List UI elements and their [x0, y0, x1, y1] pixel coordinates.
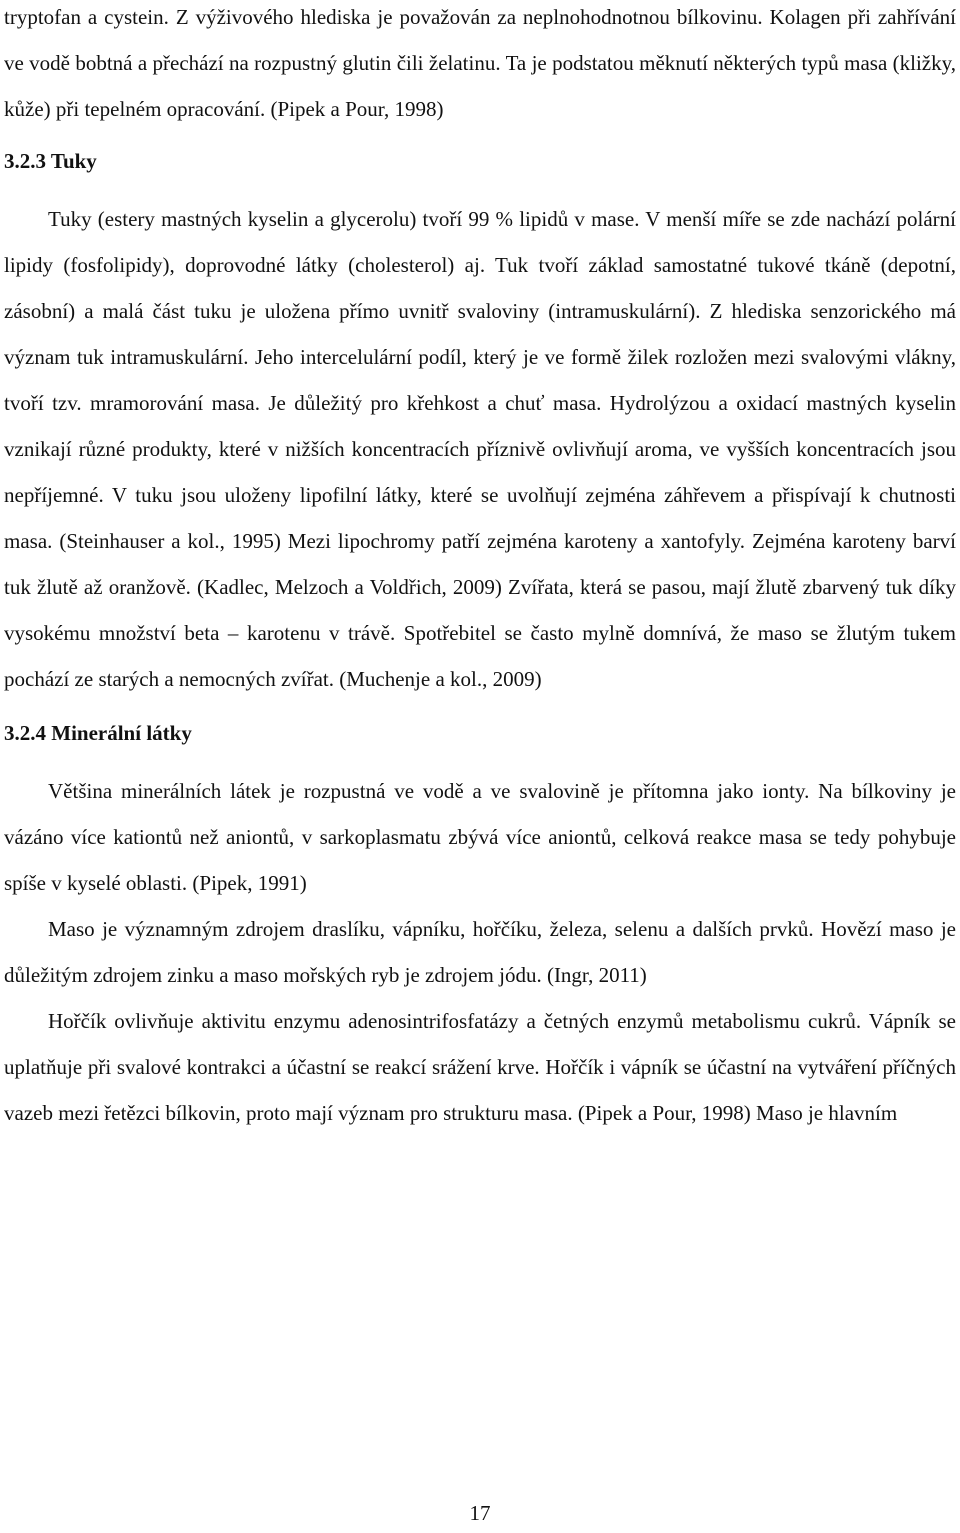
section-heading-mineralni-latky: 3.2.4 Minerální látky: [4, 721, 192, 745]
section-heading-tuky: 3.2.3 Tuky: [4, 149, 97, 173]
page-number: 17: [469, 1501, 491, 1525]
intro-paragraph: tryptofan a cystein. Z výživového hlediska je považován za neplnohodnotnou bílkovinu. Kolagen při zahřívání ve vodě bobtná a přechází na rozpustný glutin čili želatinu. Ta je podstatou měknutí některých typů masa (kližky, kůže) při tepelném opracování. (Pipek a Pour, 1998): [4, 5, 956, 121]
section-mineralni-paragraph-2: Maso je významným zdrojem draslíku, vápníku, hořčíku, železa, selenu a dalších prvků. Hovězí maso je důležitým zdrojem zinku a maso mořských ryb je zdrojem jódu. (Ingr, 2011): [4, 917, 956, 987]
section-mineralni-paragraph-1: Většina minerálních látek je rozpustná ve vodě a ve svalovině je přítomna jako ionty. Na bílkoviny je vázáno více kationtů než aniontů, v sarkoplasmatu zbývá více aniontů, celková reakce masa se tedy pohybuje spíše v kyselé oblasti. (Pipek, 1991): [4, 779, 956, 895]
section-mineralni-paragraph-3: Hořčík ovlivňuje aktivitu enzymu adenosintrifosfatázy a četných enzymů metabolismu cukrů. Vápník se uplatňuje při svalové kontrakci a účastní se reakcí srážení krve. Hořčík i vápník se účastní na vytváření příčných vazeb mezi řetězci bílkovin, proto mají význam pro strukturu masa. (Pipek a Pour, 1998) Maso je hlavním: [4, 1009, 956, 1125]
section-tuky-paragraph: Tuky (estery mastných kyselin a glycerolu) tvoří 99 % lipidů v mase. V menší míře se zde nachází polární lipidy (fosfolipidy), doprovodné látky (cholesterol) aj. Tuk tvoří základ samostatné tukové tkáně (depotní, zásobní) a malá část tuku je uložena přímo uvnitř svaloviny (intramuskulární). Z hlediska senzorického má význam tuk intramuskulární. Jeho intercelulární podíl, který je ve formě žilek rozložen mezi svalovými vlákny, tvoří tzv. mramorování masa. Je důležitý pro křehkost a chuť masa. Hydrolýzou a oxidací mastných kyselin vznikají různé produkty, které v nižších koncentracích příznivě ovlivňují aroma, ve vyšších koncentracích jsou nepříjemné. V tuku jsou uloženy lipofilní látky, které se uvolňují zejména záhřevem a přispívají k chutnosti masa. (Steinhauser a kol., 1995) Mezi lipochromy patří zejména karoteny a xantofyly. Zejména karoteny barví tuk žlutě až oranžově. (Kadlec, Melzoch a Voldřich, 2009) Zvířata, která se pasou, mají žlutě zbarvený tuk díky vysokému množství beta – karotenu v trávě. Spotřebitel se často mylně domnívá, že maso se žlutým tukem pochází ze starých a nemocných zvířat. (Muchenje a kol., 2009): [4, 207, 956, 691]
document-page: [4, 0, 956, 1136]
